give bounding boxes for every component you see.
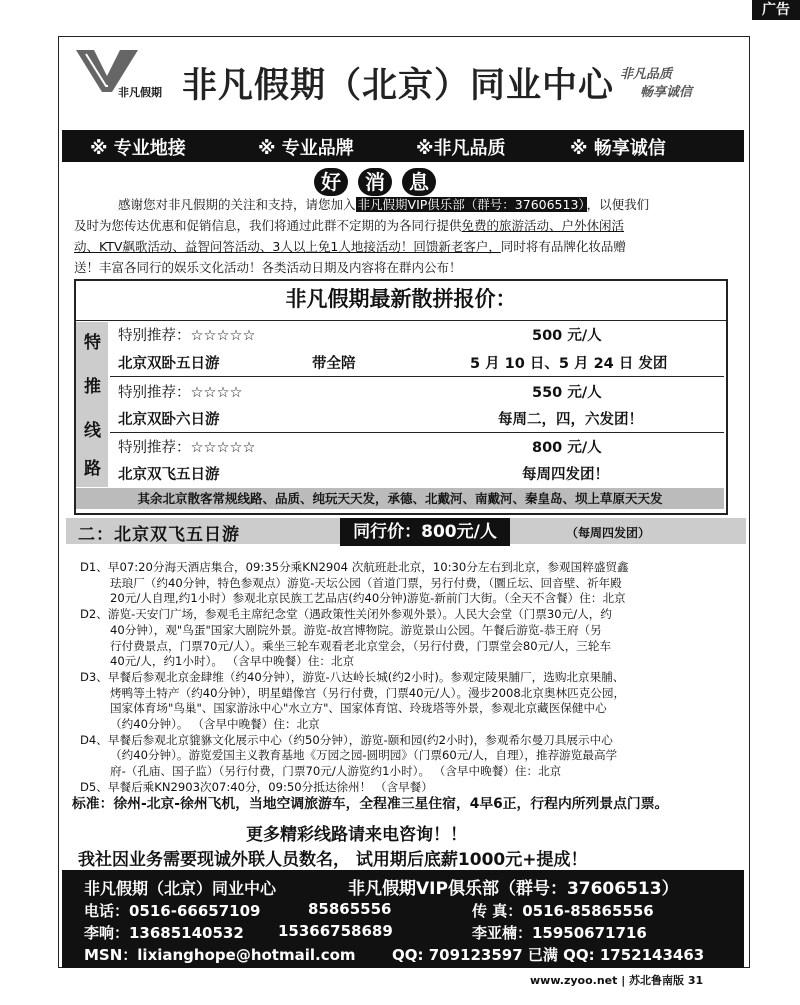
peer-price-badge: 同行价：800元/人	[340, 518, 510, 546]
itinerary-line: D5、早餐后乘KN2903次07:40分，09:50分抵达徐州！ （含早餐）	[80, 779, 433, 794]
route-extra: 带全陪	[312, 356, 356, 372]
intro-p3: 及时为您传达优惠和促销信息，我们将通过此群不定期的为各同行提供	[74, 218, 462, 233]
feature-item: ※非凡品质	[416, 138, 506, 159]
side-char: 线	[84, 421, 101, 441]
divider	[110, 432, 724, 433]
itinerary-line: D3、早餐后参观北京金肆维（约40分钟），游览-八达岭长城(约2小时)。参观定陵果脯厂，选购北京果脯、	[80, 669, 625, 684]
good-news-char: 消	[358, 168, 392, 196]
tour-standard: 标准：徐州-北京-徐州飞机，当地空调旅游车，全程准三星住宿，4早6正，行程内所列景点门票。	[72, 796, 669, 812]
contact-tel: 电话：0516-66657109	[84, 902, 261, 920]
itinerary-line: D4、早餐后参观北京貔貅文化展示中心（约50分钟），游览-颐和园(约2小时)，参观希尔曼刀具展示中心	[80, 732, 613, 747]
logo-text: 非凡假期	[118, 86, 162, 99]
feature-item: ※ 专业地接	[90, 138, 186, 159]
good-news-heading	[314, 168, 464, 196]
itinerary-line: （约40分钟）。 （含早中晚餐）住：北京	[110, 717, 320, 732]
route-name: 北京双飞五日游	[118, 467, 220, 483]
route-date: 5 月 10 日、5 月 24 日 发团	[470, 356, 668, 372]
itinerary	[80, 560, 730, 796]
side-char: 推	[84, 377, 101, 397]
feature-item: ※ 畅享诚信	[570, 138, 666, 159]
intro-activities-1: 免费的旅游活动、户外休闲活	[461, 218, 625, 233]
itinerary-line: D1、早07:20分海天酒店集合，09:35分乘KN2904 次航班赴北京，10:30分左右到北京，参观国粹盛贸鑫	[80, 560, 629, 574]
intro-p4: 同时将有品牌化妆品赠	[500, 239, 626, 254]
footer: www.zyoo.net | 苏北鲁南版 31	[530, 974, 704, 987]
feature-item: ※ 专业品牌	[258, 138, 354, 159]
divider	[110, 376, 724, 377]
more-info: 更多精彩线路请来电咨询！！	[246, 825, 467, 845]
ad-label: 广告	[752, 0, 800, 20]
contact-tel2: 85865556	[308, 900, 392, 918]
contact-company: 非凡假期（北京）同业中心	[84, 879, 277, 898]
special-route-sidebar	[76, 322, 108, 487]
route-name: 北京双卧六日游	[118, 412, 220, 428]
side-char: 路	[84, 459, 101, 479]
contact-person-1: 李响：13685140532	[84, 924, 244, 942]
itinerary-line: 国家体育场"鸟巢"、国家游泳中心"水立方"、国家体育馆、玲珑塔等外景，参观北京藏医保健中心	[110, 701, 607, 716]
feature-bar	[62, 130, 744, 162]
contact-panel	[62, 870, 744, 968]
itinerary-line: 20元/人自理,约1小时）参观北京民族工艺品店(约40分钟)游览-新前门大街。（全天不含餐）住：北京	[110, 591, 626, 606]
contact-vip: 非凡假期VIP俱乐部（群号：37606513）	[348, 879, 679, 899]
itinerary-line: 40分钟），观"鸟蛋"国家大剧院外景。游览-故宫博物院。游览景山公园。午餐后游览-恭王府（另	[110, 622, 602, 637]
route-price: 800 元/人	[532, 440, 602, 456]
intro-p1: 感谢您对非凡假期的关注和支持，请您加入	[118, 197, 356, 212]
route-rec: 特别推荐：☆☆☆☆☆	[118, 440, 256, 456]
route-name: 北京双卧五日游	[118, 356, 220, 372]
contact-fax: 传 真：0516-85865556	[472, 902, 654, 920]
divider	[74, 320, 728, 321]
route-rec: 特别推荐：☆☆☆☆	[118, 385, 243, 401]
route-date: 每周二，四，六发团！	[498, 412, 643, 428]
itinerary-line: D2、游览-天安门广场，参观毛主席纪念堂（遇政策性关闭外参观外景）。人民大会堂（门票30元/人，约	[80, 607, 612, 622]
intro-p2: ，以便我们	[586, 197, 650, 212]
contact-qq: QQ: 709123597 已满 QQ: 1752143463	[392, 946, 705, 964]
route-date: 每周四发团！	[522, 467, 609, 483]
route-price: 550 元/人	[532, 385, 602, 401]
good-news-char: 息	[402, 168, 436, 196]
slogan-line-2: 畅享诚信	[640, 85, 693, 100]
page-title: 非凡假期（北京）同业中心	[182, 66, 615, 106]
section2-title: 二：北京双飞五日游	[78, 525, 240, 545]
intro-text	[74, 194, 750, 278]
intro-activities-2: 动、KTV飙歌活动、益智问答活动、3人以上免1人地接活动！回馈新老客户，	[74, 239, 501, 254]
good-news-char: 好	[314, 168, 348, 196]
other-routes-note: 其余北京散客常规线路、品质、纯玩天天发，承德、北戴河、南戴河、秦皇岛、坝上草原天天发	[76, 488, 724, 509]
itinerary-line: 珐琅厂（约40分钟，特色参观点）游览-天坛公园（首道门票，另行付费，（圜丘坛、回音壁、祈年殿	[110, 575, 622, 590]
intro-p5: 送！丰富各同行的娱乐文化活动！各类活动日期及内容将在群内公布！	[74, 260, 462, 275]
route-price: 500 元/人	[532, 328, 602, 344]
itinerary-line: 府-（孔庙、国子监）（另行付费，门票70元/人游览约1小时）。 （含早中晚餐）住：北京	[110, 764, 562, 779]
slogan	[620, 66, 692, 102]
price-title: 非凡假期最新散拼报价：	[285, 287, 517, 311]
contact-person-2: 李亚楠：15950671716	[472, 924, 647, 942]
route-rec: 特别推荐：☆☆☆☆☆	[118, 328, 256, 344]
vip-club-highlight: 非凡假期VIP俱乐部（群号：37606513）	[357, 197, 585, 212]
itinerary-line: （约40分钟）。游览爱国主义教育基地《万园之园-圆明园》（门票60元/人，自理），推荐游览最高学	[110, 748, 618, 763]
slogan-line-1: 非凡品质	[620, 67, 673, 82]
contact-person-1-alt: 15366758689	[278, 922, 393, 940]
itinerary-line: 40元/人，约1小时）。 （含早中晚餐）住：北京	[110, 654, 355, 669]
departure-frequency: （每周四发团）	[566, 526, 651, 540]
contact-msn: MSN：lixianghope@hotmail.com	[84, 946, 356, 964]
side-char: 特	[84, 333, 101, 353]
itinerary-line: 烤鸭等土特产（约40分钟），明星蜡像宫（另行付费，门票40元/人）。漫步2008北京奥林匹克公园，	[110, 685, 626, 700]
recruit-notice: 我社因业务需要现诚外联人员数名， 试用期后底薪1000元+提成！	[78, 850, 588, 870]
itinerary-line: 行付费景点，门票70元/人）。乘坐三轮车观看老北京堂会，（另行付费，门票堂会80元/人，三轮车	[110, 638, 612, 653]
